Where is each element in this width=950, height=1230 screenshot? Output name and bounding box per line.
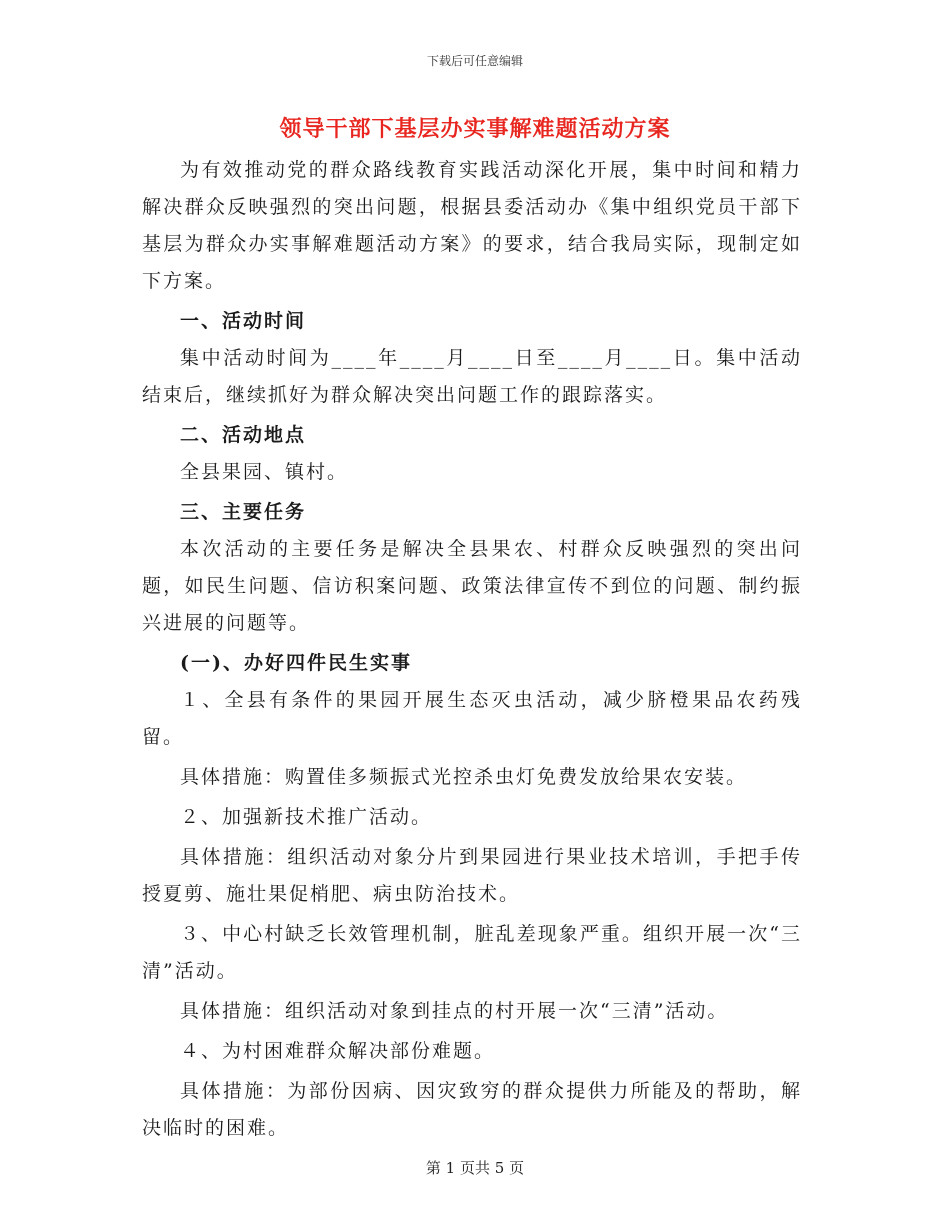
item-4-measure: 具体措施：为部份因病、因灾致穷的群众提供力所能及的帮助，解决临时的困难。 xyxy=(142,1080,802,1139)
item-2-measure: 具体措施：组织活动对象分片到果园进行果业技术培训，手把手传授夏剪、施壮果促梢肥、病虫防治技术。 xyxy=(142,846,802,905)
item-3: ３、中心村缺乏长效管理机制，脏乱差现象严重。组织开展一次“三清”活动。 xyxy=(142,923,802,982)
item-1-measure: 具体措施：购置佳多频振式光控杀虫灯免费发放给果农安装。 xyxy=(180,766,748,788)
document-body xyxy=(142,152,802,1147)
subsection-1-heading: (一)、办好四件民生实事 xyxy=(180,652,412,674)
item-4: ４、为村困难群众解决部份难题。 xyxy=(180,1040,496,1062)
page-header: 下载后可任意编辑 xyxy=(426,54,523,68)
document-title: 领导干部下基层办实事解难题活动方案 xyxy=(279,116,671,142)
section-3-text: 本次活动的主要任务是解决全县果农、村群众反映强烈的突出问题，如民生问题、信访积案问题、政策法律宣传不到位的问题、制约振兴进展的问题等。 xyxy=(142,538,802,634)
item-2: ２、加强新技术推广活动。 xyxy=(180,806,433,828)
item-1: １、全县有条件的果园开展生态灭虫活动，减少脐橙果品农药残留。 xyxy=(142,689,802,748)
section-2-text: 全县果园、镇村。 xyxy=(180,461,349,483)
page-number: 第 1 页共 5 页 xyxy=(425,1159,525,1177)
intro-paragraph: 为有效推动党的群众路线教育实践活动深化开展，集中时间和精力解决群众反映强烈的突出问题，根据县委活动办《集中组织党员干部下基层为群众办实事解难题活动方案》的要求，结合我局实际，现制定如下方案。 xyxy=(142,159,802,292)
section-3-heading: 三、主要任务 xyxy=(180,501,307,523)
section-2-heading: 二、活动地点 xyxy=(180,424,307,446)
item-3-measure: 具体措施：组织活动对象到挂点的村开展一次“三清”活动。 xyxy=(180,1000,729,1022)
section-1-text: 集中活动时间为____年____月____日至____月____日。集中活动结束后，继续抓好为群众解决突出问题工作的跟踪落实。 xyxy=(142,347,802,406)
section-1-heading: 一、活动时间 xyxy=(180,310,307,332)
